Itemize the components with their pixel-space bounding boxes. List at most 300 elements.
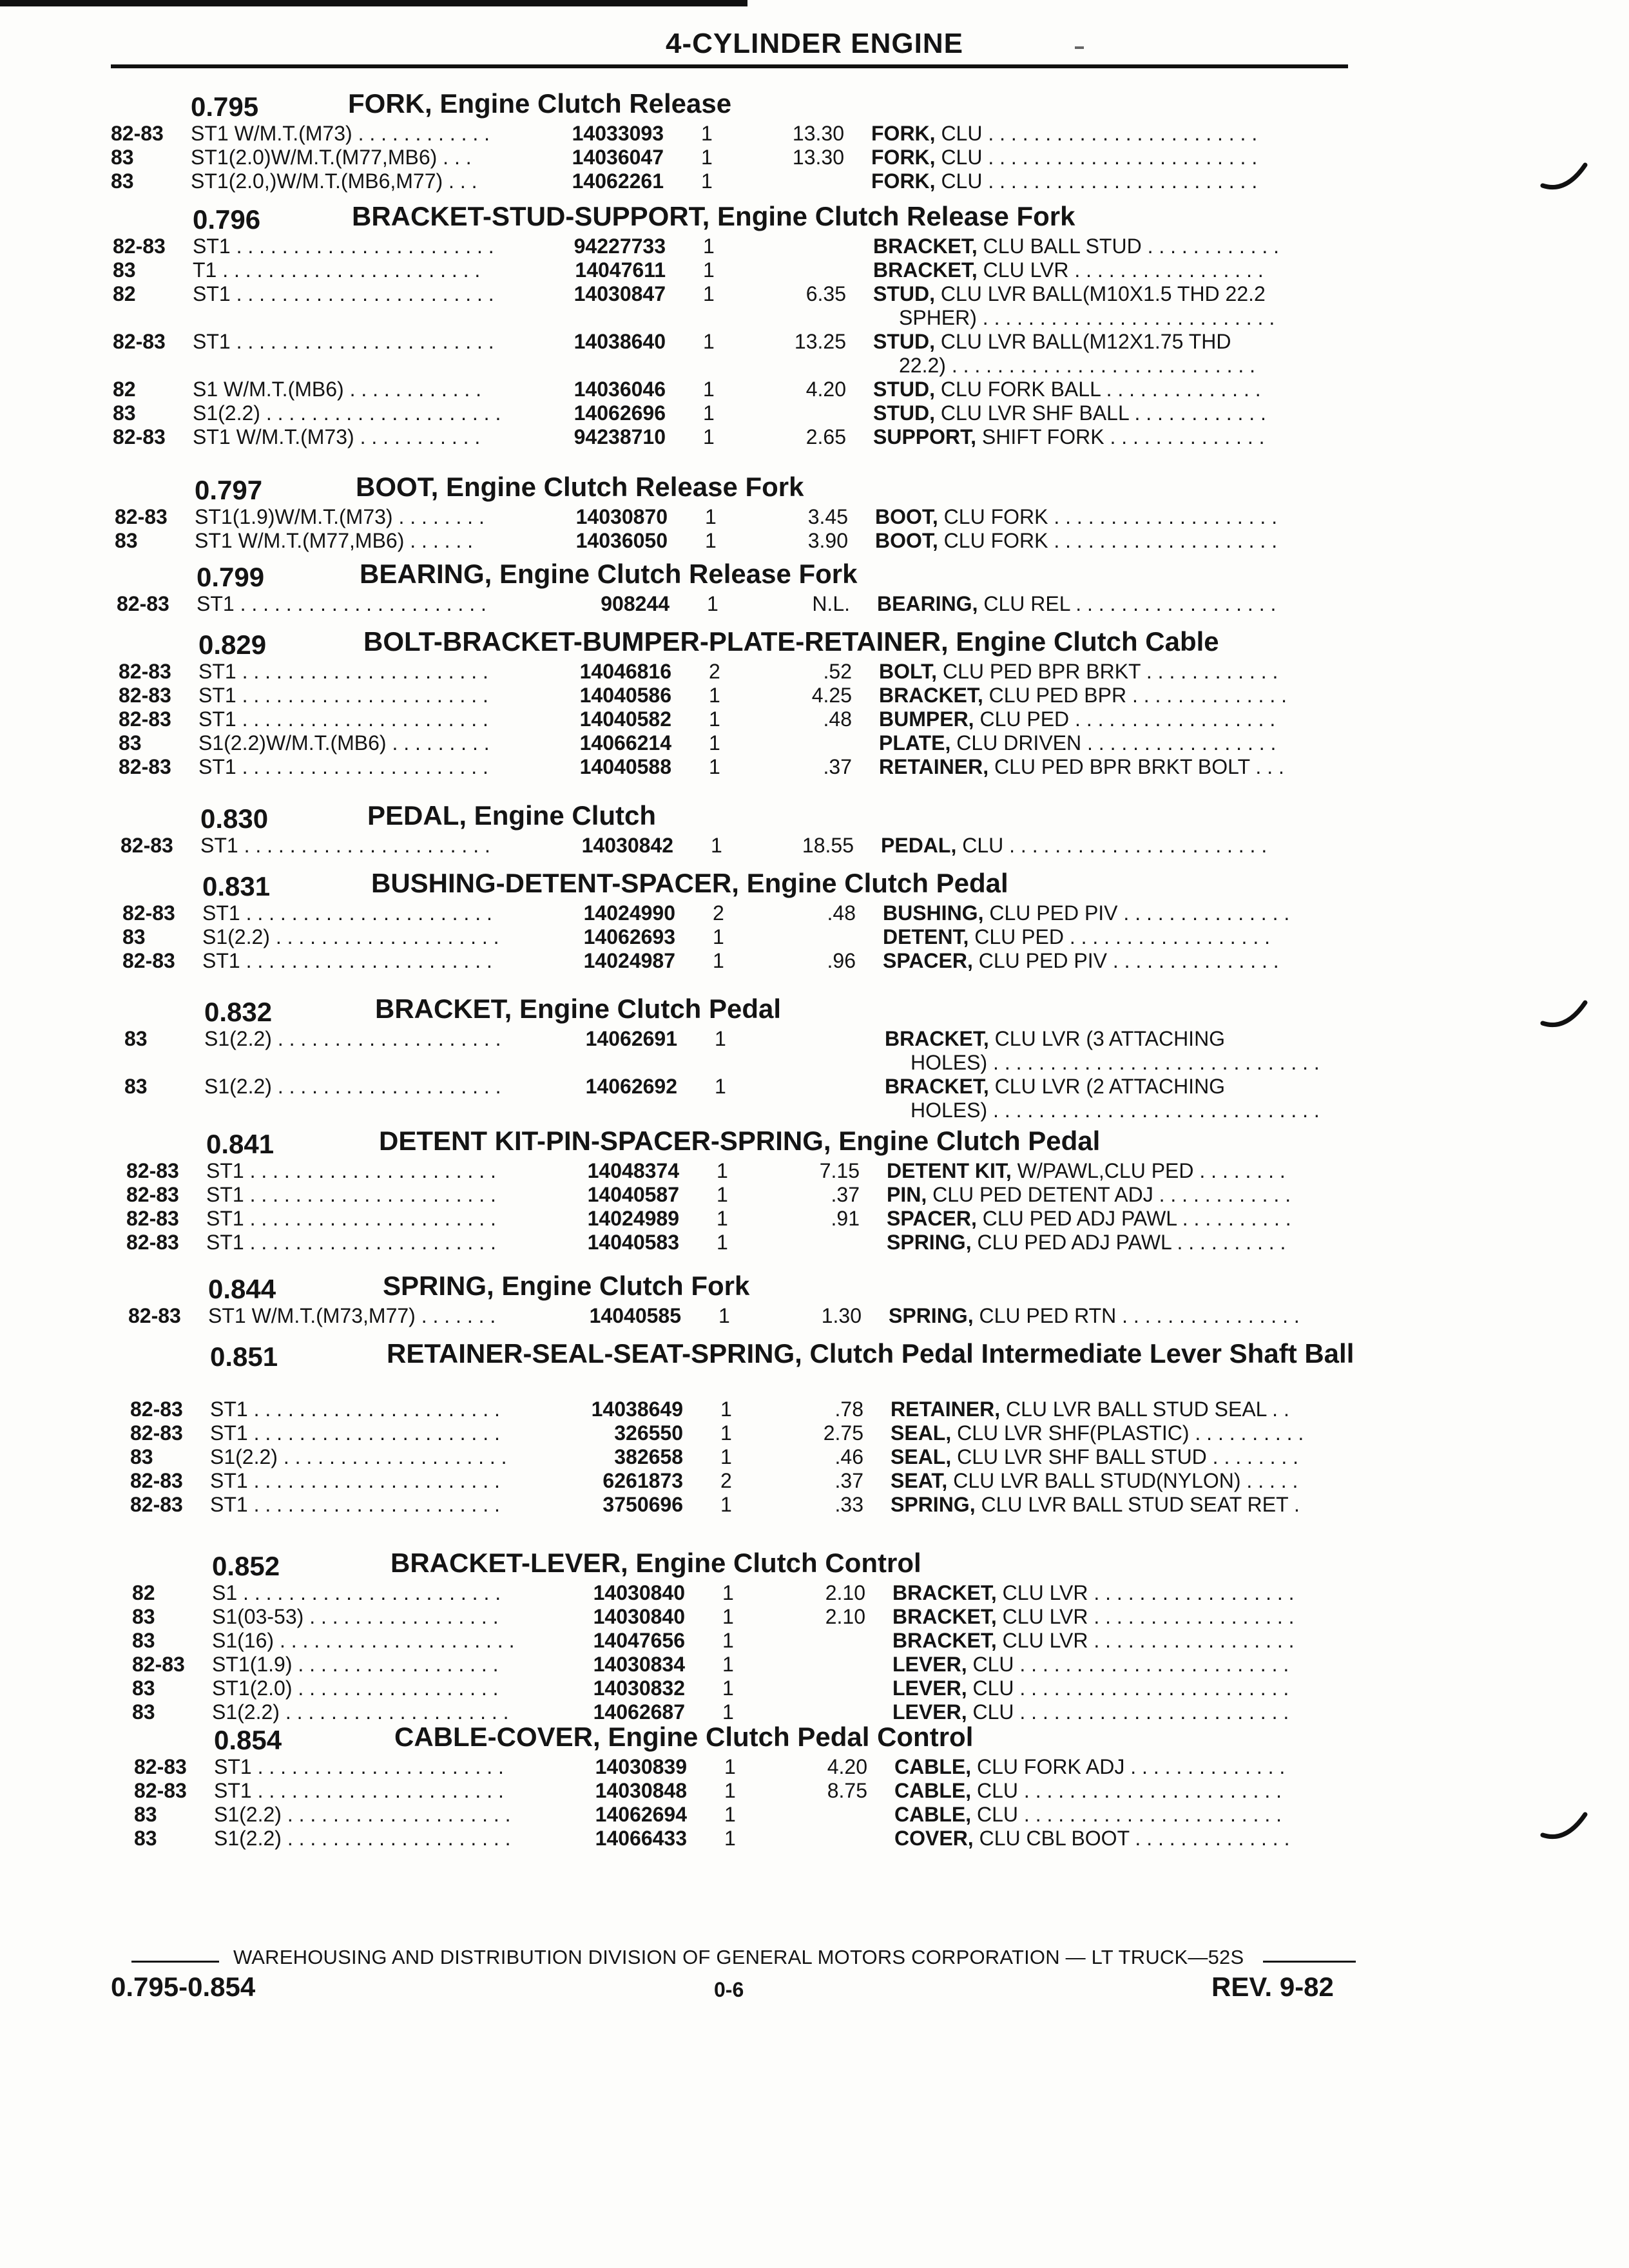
model-year: 82-83 [132, 1653, 185, 1676]
quantity: 2 [713, 901, 724, 925]
part-description-detail: CLU PED RTN . . . . . . . . . . . . . . . . [973, 1304, 1300, 1327]
quantity: 1 [715, 1027, 726, 1050]
model-year: 82-83 [130, 1398, 183, 1421]
application: ST1(1.9)W/M.T.(M73) . . . . . . . . [195, 505, 485, 528]
part-row [0, 901, 1629, 925]
part-number: 14030842 [581, 834, 673, 857]
list-price: 3.45 [807, 505, 848, 528]
part-row [0, 1421, 1629, 1445]
part-description-detail: CLU LVR (3 ATTACHING [988, 1027, 1226, 1050]
part-number: 14062693 [583, 925, 675, 948]
part-description [885, 1027, 1362, 1050]
section-header [0, 1714, 1629, 1755]
section-header [0, 1118, 1629, 1159]
part-description-noun: BOOT, [875, 529, 938, 552]
part-row [0, 949, 1629, 973]
part-number: 14062692 [585, 1075, 677, 1098]
application: S1(2.2) . . . . . . . . . . . . . . . . . . . . [212, 1700, 509, 1724]
application: ST1 W/M.T.(M77,MB6) . . . . . . [195, 529, 474, 552]
part-row [0, 1207, 1629, 1231]
application: S1(2.2) . . . . . . . . . . . . . . . . . . . . [210, 1445, 507, 1468]
application: S1(2.2) . . . . . . . . . . . . . . . . . . . . [202, 925, 499, 948]
section-title: BRACKET, Engine Clutch Pedal [375, 994, 782, 1024]
catalog-section [0, 551, 1629, 616]
part-row [0, 684, 1629, 707]
part-description-noun: SEAL, [891, 1421, 952, 1445]
model-year: 82-83 [134, 1779, 187, 1802]
part-description-noun: SPRING, [887, 1231, 972, 1254]
part-description-detail: CLU . . . . . . . . . . . . . . . . . . . . . . . [956, 834, 1268, 857]
model-year: 82-83 [126, 1159, 179, 1182]
part-description [871, 122, 1348, 145]
part-description-noun: BRACKET, [892, 1629, 997, 1652]
list-price: .33 [834, 1493, 863, 1516]
part-description-noun: BRACKET, [879, 684, 983, 707]
part-description-noun: BRACKET, [892, 1581, 997, 1604]
part-row [0, 330, 1629, 378]
part-row [0, 1027, 1629, 1075]
part-description [873, 330, 1350, 353]
part-description [894, 1803, 1371, 1826]
part-description [887, 1159, 1364, 1182]
part-row [0, 529, 1629, 553]
section-title: BOOT, Engine Clutch Release Fork [356, 472, 804, 502]
application: ST1 . . . . . . . . . . . . . . . . . . . . . . . [193, 282, 494, 305]
part-description-noun: STUD, [873, 378, 935, 401]
part-description-detail: CLU LVR SHF(PLASTIC) . . . . . . . . . . [951, 1421, 1304, 1445]
part-description-detail: CLU LVR (2 ATTACHING [988, 1075, 1226, 1098]
part-description [887, 1207, 1364, 1230]
quantity: 1 [720, 1421, 732, 1445]
quantity: 1 [711, 834, 722, 857]
list-price: 2.10 [825, 1605, 865, 1628]
model-year: 83 [122, 925, 146, 948]
model-year: 82-83 [115, 505, 168, 528]
model-year: 82-83 [113, 235, 166, 258]
quantity: 2 [720, 1469, 732, 1492]
application: S1(2.2)W/M.T.(MB6) . . . . . . . . . [198, 731, 490, 754]
application: ST1 . . . . . . . . . . . . . . . . . . . . . . [206, 1231, 496, 1254]
quantity: 1 [709, 731, 720, 754]
part-description-detail: CLU LVR BALL(M10X1.5 THD 22.2 [935, 282, 1266, 305]
part-description [892, 1629, 1369, 1652]
list-price: .37 [834, 1469, 863, 1492]
section-header [0, 1540, 1629, 1581]
part-number: 14030840 [593, 1605, 685, 1628]
part-description-noun: PLATE, [879, 731, 951, 754]
application: ST1 . . . . . . . . . . . . . . . . . . . . . . [206, 1207, 496, 1230]
section-title: FORK, Engine Clutch Release [348, 88, 732, 119]
section-title: PEDAL, Engine Clutch [367, 800, 657, 831]
list-price: 18.55 [802, 834, 854, 857]
part-description-noun: RETAINER, [891, 1398, 1001, 1421]
quantity: 1 [709, 684, 720, 707]
model-year: 83 [130, 1445, 153, 1468]
application: ST1 . . . . . . . . . . . . . . . . . . . . . . [214, 1755, 504, 1778]
list-price: .46 [834, 1445, 863, 1468]
part-description-noun: BUMPER, [879, 707, 974, 731]
part-row [0, 1803, 1629, 1827]
quantity: 1 [701, 122, 713, 145]
list-price: .37 [823, 755, 852, 778]
catalog-section [0, 860, 1629, 973]
part-description-detail: CLU LVR BALL STUD SEAT RET . [975, 1493, 1300, 1516]
footer-page-number: 0-6 [714, 1978, 744, 2001]
model-year: 82-83 [126, 1207, 179, 1230]
part-description-noun: FORK, [871, 122, 936, 145]
part-description [894, 1779, 1371, 1802]
part-description-detail: CLU . . . . . . . . . . . . . . . . . . . . . . . . [935, 169, 1258, 193]
section-title: BRACKET-LEVER, Engine Clutch Control [390, 1548, 921, 1578]
part-number: 6261873 [602, 1469, 683, 1492]
part-row [0, 1183, 1629, 1207]
part-number: 14036046 [574, 378, 666, 401]
part-row [0, 707, 1629, 731]
catalog-section [0, 1263, 1629, 1328]
part-row [0, 1653, 1629, 1677]
part-description-noun: BUSHING, [883, 901, 984, 925]
quantity: 1 [722, 1653, 734, 1676]
part-row [0, 146, 1629, 169]
catalog-section [0, 1540, 1629, 1724]
section-header [0, 193, 1629, 235]
stray-mark [1075, 46, 1084, 49]
section-header [0, 860, 1629, 901]
margin-tick-mark [1540, 161, 1592, 200]
part-description-noun: BRACKET, [873, 258, 978, 282]
part-description [892, 1605, 1369, 1628]
part-description-detail: CLU PED BPR BRKT BOLT . . . [988, 755, 1284, 778]
part-number: 14062691 [585, 1027, 677, 1050]
part-description-detail: CLU FORK ADJ . . . . . . . . . . . . . . [971, 1755, 1286, 1778]
part-description-noun: STUD, [873, 282, 935, 305]
part-description [873, 235, 1350, 258]
part-description-detail: CLU . . . . . . . . . . . . . . . . . . . . . . . . [967, 1653, 1289, 1676]
part-description-detail: CLU CBL BOOT . . . . . . . . . . . . . . [973, 1827, 1290, 1850]
part-number: 14062696 [574, 401, 666, 425]
application: ST1 . . . . . . . . . . . . . . . . . . . . . . [210, 1493, 500, 1516]
section-number: 0.844 [208, 1274, 276, 1304]
footer-rule-right [1263, 1961, 1356, 1963]
margin-tick-mark [1540, 999, 1592, 1037]
part-description [879, 755, 1356, 778]
part-description [891, 1445, 1367, 1468]
model-year: 82-83 [130, 1421, 183, 1445]
model-year: 83 [111, 146, 134, 169]
section-number: 0.829 [198, 629, 267, 660]
part-description [877, 592, 1354, 615]
model-year: 83 [115, 529, 138, 552]
part-row [0, 282, 1629, 330]
part-row [0, 1581, 1629, 1605]
part-description [891, 1398, 1367, 1421]
part-description-detail: CLU LVR . . . . . . . . . . . . . . . . . . [996, 1629, 1295, 1652]
part-description [873, 378, 1350, 401]
quantity: 1 [707, 592, 718, 615]
part-row [0, 1398, 1629, 1421]
section-number: 0.841 [206, 1129, 275, 1159]
application: ST1(2.0) . . . . . . . . . . . . . . . . . . [212, 1677, 499, 1700]
list-price: 6.35 [805, 282, 846, 305]
quantity: 1 [724, 1827, 736, 1850]
part-description-detail: CLU . . . . . . . . . . . . . . . . . . . . . . . . [935, 146, 1258, 169]
section-number: 0.830 [200, 803, 269, 834]
part-number: 14047656 [593, 1629, 685, 1652]
section-title: CABLE-COVER, Engine Clutch Pedal Control [394, 1722, 974, 1752]
quantity: 1 [703, 282, 715, 305]
application: S1 W/M.T.(MB6) . . . . . . . . . . . . [193, 378, 482, 401]
part-number: 14040587 [587, 1183, 679, 1206]
part-description [873, 258, 1350, 282]
part-description-detail: CLU REL . . . . . . . . . . . . . . . . . . [978, 592, 1277, 615]
section-header [0, 1263, 1629, 1304]
list-price: 3.90 [807, 529, 848, 552]
part-description [879, 684, 1356, 707]
part-number: 14040582 [579, 707, 671, 731]
part-description-detail: CLU PED ADJ PAWL . . . . . . . . . . [976, 1207, 1291, 1230]
part-description-detail: CLU . . . . . . . . . . . . . . . . . . . . . . . . [967, 1700, 1289, 1724]
list-price: 13.25 [794, 330, 846, 353]
part-number: 14030840 [593, 1581, 685, 1604]
model-year: 82-83 [122, 949, 175, 972]
part-description-noun: BEARING, [877, 592, 978, 615]
part-row [0, 925, 1629, 949]
quantity: 1 [705, 505, 717, 528]
part-number: 14038640 [574, 330, 666, 353]
quantity: 1 [701, 169, 713, 193]
list-price: 8.75 [827, 1779, 867, 1802]
model-year: 82-83 [111, 122, 164, 145]
quantity: 1 [703, 378, 715, 401]
part-description-detail: CLU LVR BALL(M12X1.75 THD [935, 330, 1231, 353]
part-description [891, 1493, 1367, 1516]
part-description [892, 1581, 1369, 1604]
application: ST1 W/M.T.(M73,M77) . . . . . . . [208, 1304, 496, 1327]
part-description-noun: BRACKET, [873, 235, 978, 258]
part-description [871, 169, 1348, 193]
part-description-noun: SEAT, [891, 1469, 948, 1492]
part-row [0, 660, 1629, 684]
title-rule [111, 64, 1348, 68]
part-description-noun: CABLE, [894, 1803, 972, 1826]
list-price: 4.20 [805, 378, 846, 401]
part-number: 14024990 [583, 901, 675, 925]
application: ST1 W/M.T.(M73) . . . . . . . . . . . [193, 425, 481, 448]
footer-revision: REV. 9-82 [1211, 1972, 1334, 2002]
model-year: 82-83 [119, 660, 171, 683]
catalog-section [0, 986, 1629, 1122]
part-description-noun: PIN, [887, 1183, 927, 1206]
quantity: 1 [717, 1207, 728, 1230]
quantity: 1 [703, 401, 715, 425]
part-description-noun: SEAL, [891, 1445, 952, 1468]
part-row [0, 401, 1629, 425]
section-header [0, 619, 1629, 660]
application: ST1(2.0)W/M.T.(M77,MB6) . . . [191, 146, 472, 169]
part-description-noun: LEVER, [892, 1653, 967, 1676]
part-row [0, 731, 1629, 755]
part-description [887, 1231, 1364, 1254]
model-year: 83 [113, 258, 136, 282]
part-description-noun: LEVER, [892, 1700, 967, 1724]
application: S1(03-53) . . . . . . . . . . . . . . . . . [212, 1605, 499, 1628]
part-description-detail: CLU PED DETENT ADJ . . . . . . . . . . . . [927, 1183, 1291, 1206]
catalog-section [0, 793, 1629, 858]
part-number: 14062687 [593, 1700, 685, 1724]
part-number: 14040586 [579, 684, 671, 707]
catalog-section [0, 193, 1629, 449]
model-year: 83 [132, 1677, 155, 1700]
section-header [0, 81, 1629, 122]
quantity: 2 [709, 660, 720, 683]
application: ST1 . . . . . . . . . . . . . . . . . . . . . . [202, 901, 492, 925]
part-row [0, 755, 1629, 779]
model-year: 83 [134, 1827, 157, 1850]
model-year: 82-83 [134, 1755, 187, 1778]
part-description-detail: CLU PED ADJ PAWL . . . . . . . . . . [971, 1231, 1286, 1254]
part-row [0, 1445, 1629, 1469]
part-description-noun: BRACKET, [885, 1027, 989, 1050]
catalog-section [0, 1331, 1629, 1517]
part-row [0, 235, 1629, 258]
list-price: .96 [827, 949, 856, 972]
part-row [0, 425, 1629, 449]
quantity: 1 [703, 235, 715, 258]
model-year: 83 [132, 1700, 155, 1724]
quantity: 1 [709, 707, 720, 731]
application: ST1 . . . . . . . . . . . . . . . . . . . . . . [202, 949, 492, 972]
quantity: 1 [717, 1159, 728, 1182]
part-description-noun: FORK, [871, 169, 936, 193]
part-number: 14040583 [587, 1231, 679, 1254]
part-description-noun: CABLE, [894, 1755, 972, 1778]
quantity: 1 [717, 1183, 728, 1206]
part-description-detail: W/PAWL,CLU PED . . . . . . . . [1011, 1159, 1286, 1182]
model-year: 82-83 [113, 330, 166, 353]
part-row [0, 1605, 1629, 1629]
section-header [0, 793, 1629, 834]
application: ST1 . . . . . . . . . . . . . . . . . . . . . . [200, 834, 490, 857]
model-year: 83 [132, 1629, 155, 1652]
part-description-noun: STUD, [873, 401, 935, 425]
part-number: 14040585 [589, 1304, 681, 1327]
part-description-continued: HOLES) . . . . . . . . . . . . . . . . . . . . . . . . . . . . . [911, 1099, 1320, 1122]
quantity: 1 [713, 949, 724, 972]
part-number: 14066214 [579, 731, 671, 754]
application: ST1 . . . . . . . . . . . . . . . . . . . . . . [210, 1469, 500, 1492]
part-number: 94238710 [574, 425, 666, 448]
part-row [0, 592, 1629, 616]
part-row [0, 505, 1629, 529]
list-price: .37 [831, 1183, 860, 1206]
part-description-noun: PEDAL, [881, 834, 957, 857]
model-year: 82-83 [126, 1231, 179, 1254]
part-description-detail: CLU LVR BALL STUD SEAL . . [1000, 1398, 1289, 1421]
list-price: .52 [823, 660, 852, 683]
quantity: 1 [720, 1493, 732, 1516]
part-number: 3750696 [602, 1493, 683, 1516]
part-description [894, 1755, 1371, 1778]
part-description [883, 949, 1360, 972]
part-description-detail: CLU PED BPR . . . . . . . . . . . . . . [983, 684, 1287, 707]
catalog-section [0, 81, 1629, 193]
quantity: 1 [722, 1629, 734, 1652]
model-year: 83 [124, 1027, 148, 1050]
section-number: 0.852 [212, 1551, 280, 1581]
part-description-noun: SPACER, [883, 949, 973, 972]
quantity: 1 [724, 1755, 736, 1778]
part-row [0, 1231, 1629, 1254]
part-number: 14040588 [579, 755, 671, 778]
part-description-detail: CLU . . . . . . . . . . . . . . . . . . . . . . . [971, 1779, 1282, 1802]
application: T1 . . . . . . . . . . . . . . . . . . . . . . . [193, 258, 481, 282]
application: ST1 . . . . . . . . . . . . . . . . . . . . . . . [193, 330, 494, 353]
part-description-detail: CLU LVR BALL STUD(NYLON) . . . . . [947, 1469, 1298, 1492]
list-price: .48 [827, 901, 856, 925]
model-year: 82-83 [120, 834, 173, 857]
quantity: 1 [715, 1075, 726, 1098]
application: S1(16) . . . . . . . . . . . . . . . . . . . . . [212, 1629, 515, 1652]
part-description-noun: SUPPORT, [873, 425, 977, 448]
application: S1(2.2) . . . . . . . . . . . . . . . . . . . . [214, 1827, 511, 1850]
application: ST1 . . . . . . . . . . . . . . . . . . . . . . [198, 660, 488, 683]
section-title: BOLT-BRACKET-BUMPER-PLATE-RETAINER, Engine Clutch Cable [363, 626, 1219, 657]
part-number: 14030839 [595, 1755, 687, 1778]
application: S1(2.2) . . . . . . . . . . . . . . . . . . . . . [193, 401, 501, 425]
part-description-detail: CLU LVR SHF BALL . . . . . . . . . . . . [935, 401, 1266, 425]
part-description [889, 1304, 1365, 1327]
part-description-noun: BRACKET, [892, 1605, 997, 1628]
application: ST1 . . . . . . . . . . . . . . . . . . . . . . . [193, 235, 494, 258]
quantity: 1 [717, 1231, 728, 1254]
quantity: 1 [720, 1445, 732, 1468]
part-description-noun: SPRING, [891, 1493, 976, 1516]
quantity: 1 [709, 755, 720, 778]
part-description-noun: SPRING, [889, 1304, 974, 1327]
application: S1(2.2) . . . . . . . . . . . . . . . . . . . . [204, 1027, 501, 1050]
part-number: 14030848 [595, 1779, 687, 1802]
list-price: 1.30 [821, 1304, 862, 1327]
model-year: 82 [113, 378, 136, 401]
quantity: 1 [722, 1677, 734, 1700]
part-description [873, 425, 1350, 448]
part-description-noun: FORK, [871, 146, 936, 169]
quantity: 1 [722, 1581, 734, 1604]
part-row [0, 122, 1629, 146]
part-row [0, 169, 1629, 193]
section-number: 0.851 [210, 1341, 278, 1372]
part-row [0, 378, 1629, 401]
part-description-detail: CLU BALL STUD . . . . . . . . . . . . [977, 235, 1280, 258]
model-year: 83 [111, 169, 134, 193]
footer-rule-left [131, 1961, 219, 1963]
part-description-continued: HOLES) . . . . . . . . . . . . . . . . . . . . . . . . . . . . . [911, 1051, 1320, 1074]
part-description [894, 1827, 1371, 1850]
model-year: 82-83 [119, 707, 171, 731]
part-description-noun: DETENT KIT, [887, 1159, 1012, 1182]
part-row [0, 1827, 1629, 1850]
part-number: 14038649 [591, 1398, 683, 1421]
section-number: 0.796 [193, 204, 261, 235]
part-description [887, 1183, 1364, 1206]
part-row [0, 1629, 1629, 1653]
page-title: 4-CYLINDER ENGINE [666, 28, 963, 59]
model-year: 82-83 [126, 1183, 179, 1206]
part-description [873, 401, 1350, 425]
section-header [0, 551, 1629, 592]
model-year: 83 [113, 401, 136, 425]
catalog-section [0, 1714, 1629, 1850]
